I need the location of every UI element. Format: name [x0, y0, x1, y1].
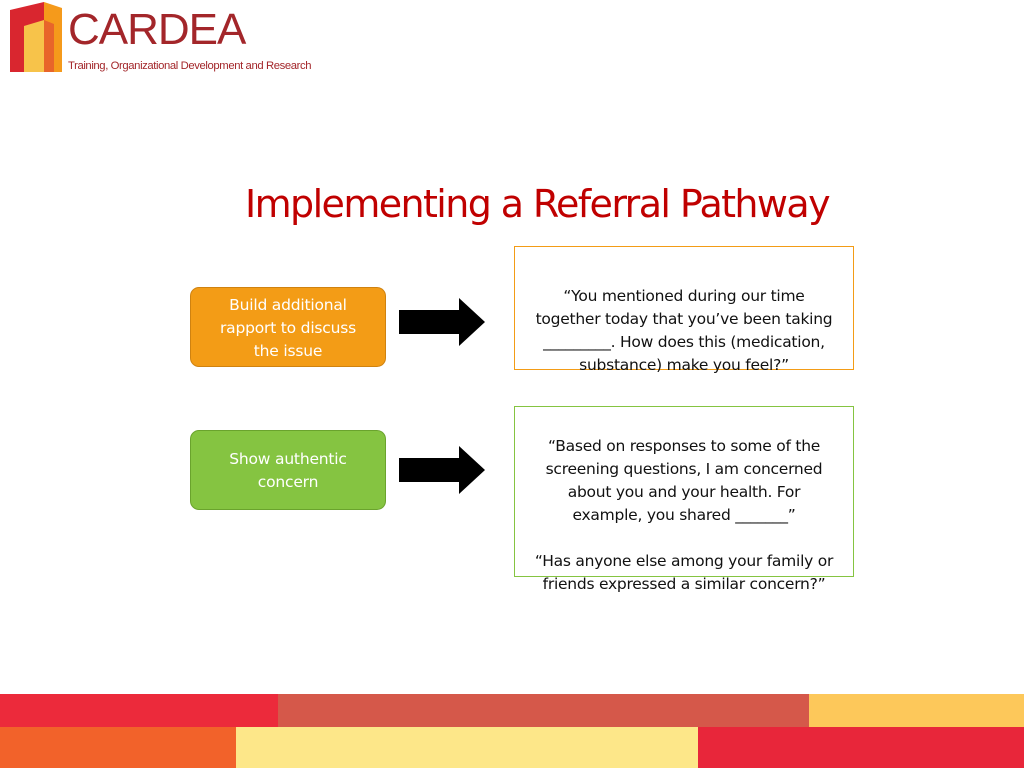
authentic-concern-box: [190, 430, 386, 510]
build-rapport-label: Build additional rapport to discuss the issue: [219, 296, 356, 360]
footer-band: [0, 694, 278, 727]
concern-quote-text: “Based on responses to some of the screening questions, I am concerned about you and your health. For example, you shared _______” “Has anyone else among your family or friends expressed a similar concern?”: [534, 437, 834, 593]
rapport-quote-text: “You mentioned during our time together today that you’ve been taking _________. How does this (medication, substance) make you feel?”: [535, 287, 833, 374]
cardea-logo: [10, 2, 312, 74]
concern-quote-box: [514, 406, 854, 593]
footer-band: [698, 727, 1024, 768]
logo-tagline: Training, Organizational Development and Research: [68, 60, 312, 72]
footer-band: [236, 727, 698, 768]
footer-band: [809, 694, 1024, 727]
authentic-concern-label: Show authentic concern: [229, 450, 347, 491]
right-arrow-icon: [399, 446, 485, 494]
logo-wordmark: CARDEA: [68, 5, 246, 54]
right-arrow-icon: [399, 298, 485, 346]
footer-band: [278, 694, 809, 727]
rapport-quote-box: [514, 246, 854, 374]
slide-title: Implementing a Referral Pathway: [245, 182, 829, 226]
cardea-doorway-logo-icon: [10, 2, 62, 72]
build-rapport-box: [190, 287, 386, 367]
footer-band: [0, 727, 236, 768]
